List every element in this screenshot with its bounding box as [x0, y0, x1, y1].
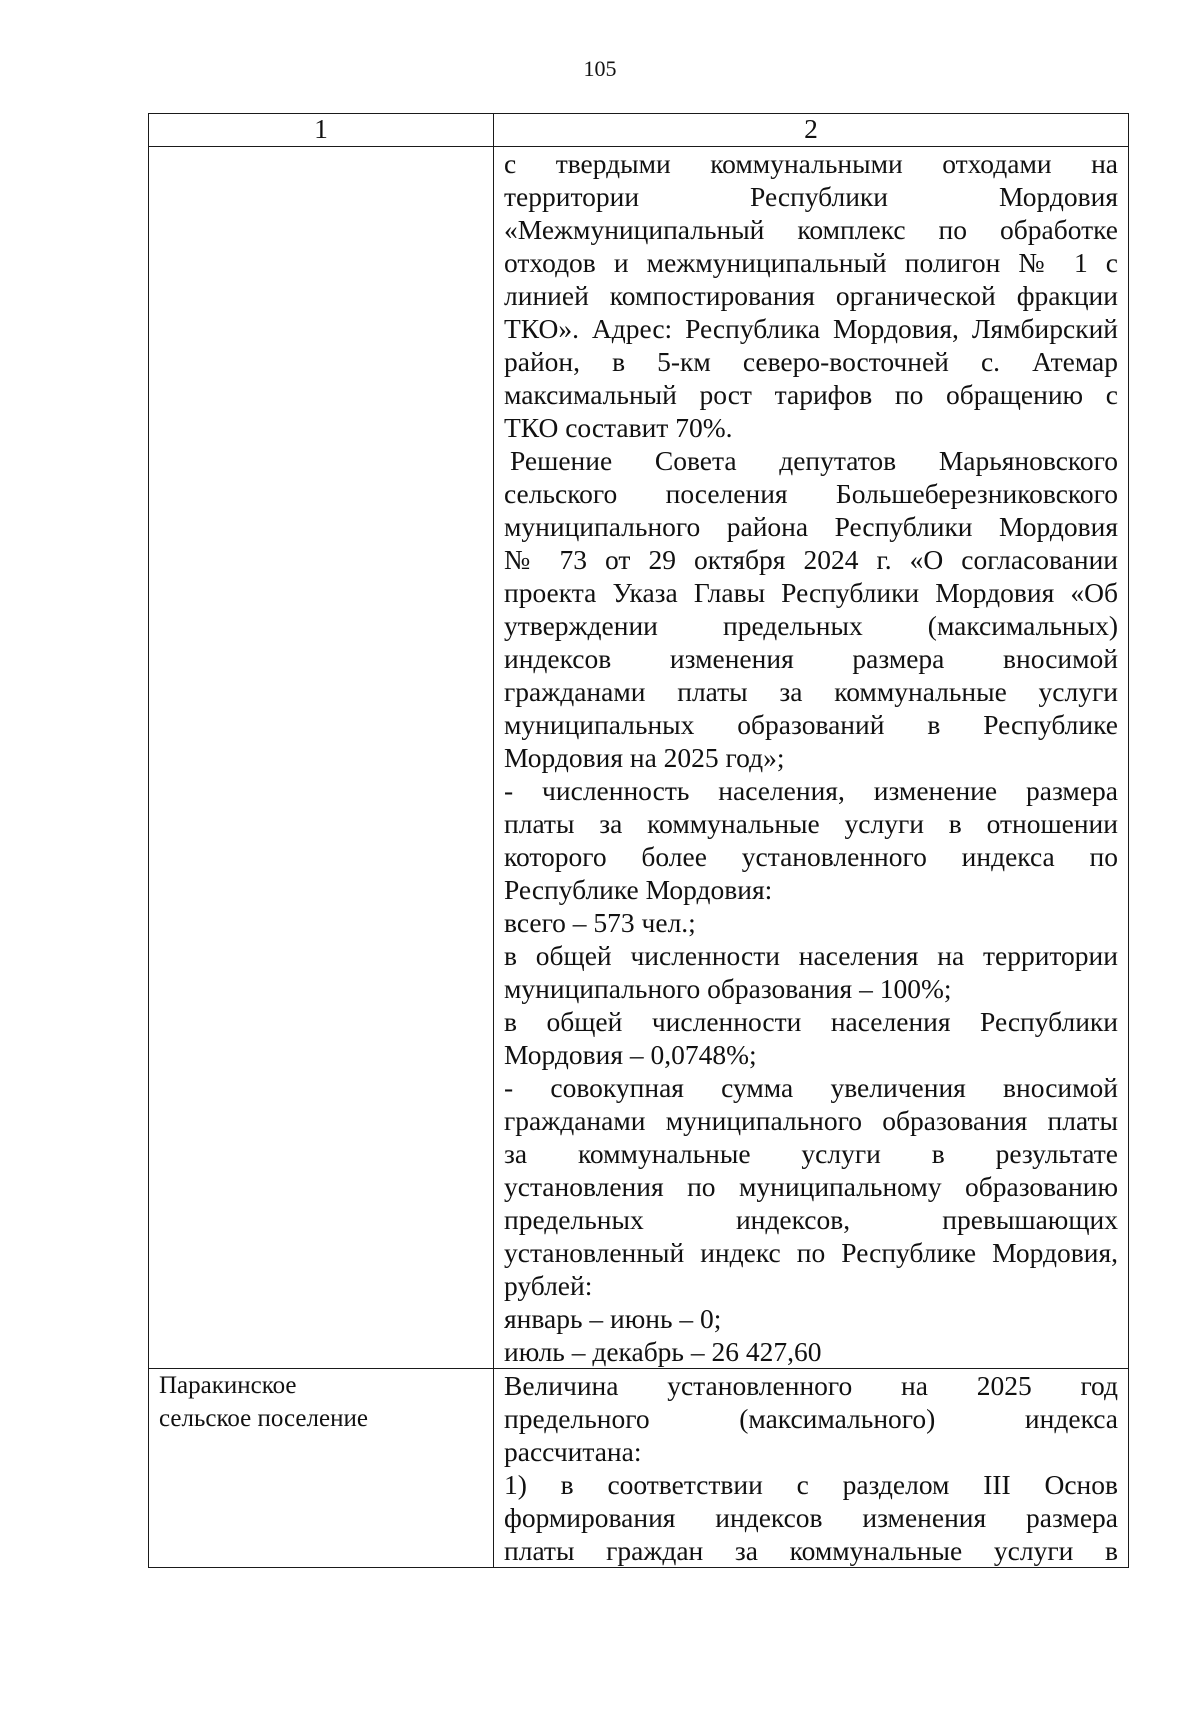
row2-text-line: предельного (максимального) индекса: [504, 1403, 1118, 1434]
row1-text-line: всего – 573 чел.;: [504, 907, 696, 938]
row1-text-line: проекта Указа Главы Республики Мордовия «Об: [504, 577, 1118, 608]
row2-text-line: рассчитана:: [504, 1436, 642, 1467]
row1-text-line: Решение Совета депутатов Марьяновского: [510, 445, 1118, 476]
row1-text-line: - численность населения, изменение размера: [504, 775, 1118, 806]
row1-text-line: установления по муниципальному образованию: [504, 1171, 1118, 1202]
row2-left-cell: [149, 1369, 494, 1568]
row1-text-line: линией компостирования органической фракции: [504, 280, 1118, 311]
row1-text-line: - совокупная сумма увеличения вносимой: [504, 1072, 1118, 1103]
row1-text-line: отходов и межмуниципальный полигон № 1 с: [504, 247, 1118, 278]
row2-left-text-line: Паракинское: [159, 1372, 297, 1399]
row1-text-line: район, в 5-км северо-восточней с. Атемар: [504, 346, 1118, 377]
row1-text-line: «Межмуниципальный комплекс по обработке: [504, 214, 1118, 245]
row1-text-line: № 73 от 29 октября 2024 г. «О согласовании: [504, 544, 1118, 575]
row1-text-line: сельского поселения Большеберезниковского: [504, 478, 1118, 509]
row1-text-line: Республике Мордовия:: [504, 874, 773, 905]
row1-text-line: январь – июнь – 0;: [504, 1303, 722, 1334]
row2-left-text-line: сельское поселение: [159, 1405, 368, 1432]
row1-text-line: с твердыми коммунальными отходами на: [504, 148, 1118, 179]
row1-text-line: рублей:: [504, 1270, 593, 1301]
row1-text-line: утверждении предельных (максимальных): [504, 610, 1118, 641]
row2-right-cell: [494, 1369, 1129, 1568]
row1-text-line: муниципального образования – 100%;: [504, 973, 952, 1004]
row1-text-line: ТКО». Адрес: Республика Мордовия, Лямбирский: [504, 313, 1118, 344]
row1-text-line: установленный индекс по Республике Мордовия,: [504, 1237, 1118, 1268]
row1-text-line: предельных индексов, превышающих: [504, 1204, 1118, 1235]
row1-text-line: гражданами платы за коммунальные услуги: [504, 676, 1118, 707]
document-table: [148, 113, 1129, 1568]
row1-text-line: индексов изменения размера вносимой: [504, 643, 1118, 674]
row1-text-line: максимальный рост тарифов по обращению с: [504, 379, 1118, 410]
row1-right-cell: [494, 147, 1129, 1369]
column-header-2: 2: [494, 114, 1129, 147]
row1-text-line: в общей численности населения Республики: [504, 1006, 1118, 1037]
table-row: [149, 1369, 1129, 1568]
row1-text-line: июль – декабрь – 26 427,60: [504, 1336, 822, 1367]
row1-text-line: Мордовия на 2025 год»;: [504, 742, 785, 773]
row1-text-line: ТКО составит 70%.: [504, 412, 733, 443]
page-number: 105: [583, 56, 617, 81]
row1-text-line: за коммунальные услуги в результате: [504, 1138, 1118, 1169]
row1-text-line: территории Республики Мордовия: [504, 181, 1118, 212]
table-row: [149, 147, 1129, 1369]
row1-left-cell: [149, 147, 494, 1369]
row2-text-line: формирования индексов изменения размера: [504, 1502, 1118, 1533]
row1-text-line: Мордовия – 0,0748%;: [504, 1039, 757, 1070]
row2-text-line: Величина установленного на 2025 год: [504, 1370, 1118, 1401]
row2-text-line: 1) в соответствии с разделом III Основ: [504, 1469, 1118, 1500]
row1-text-line: гражданами муниципального образования платы: [504, 1105, 1118, 1136]
row1-text-line: платы за коммунальные услуги в отношении: [504, 808, 1118, 839]
row1-text-line: которого более установленного индекса по: [504, 841, 1118, 872]
row1-text-line: муниципальных образований в Республике: [504, 709, 1118, 740]
table-header-row: [149, 114, 1129, 147]
row1-text-line: муниципального района Республики Мордовия: [504, 511, 1118, 542]
row1-text-line: в общей численности населения на территории: [504, 940, 1118, 971]
column-header-1: 1: [149, 114, 494, 147]
row2-text-line: платы граждан за коммунальные услуги в: [504, 1535, 1118, 1566]
